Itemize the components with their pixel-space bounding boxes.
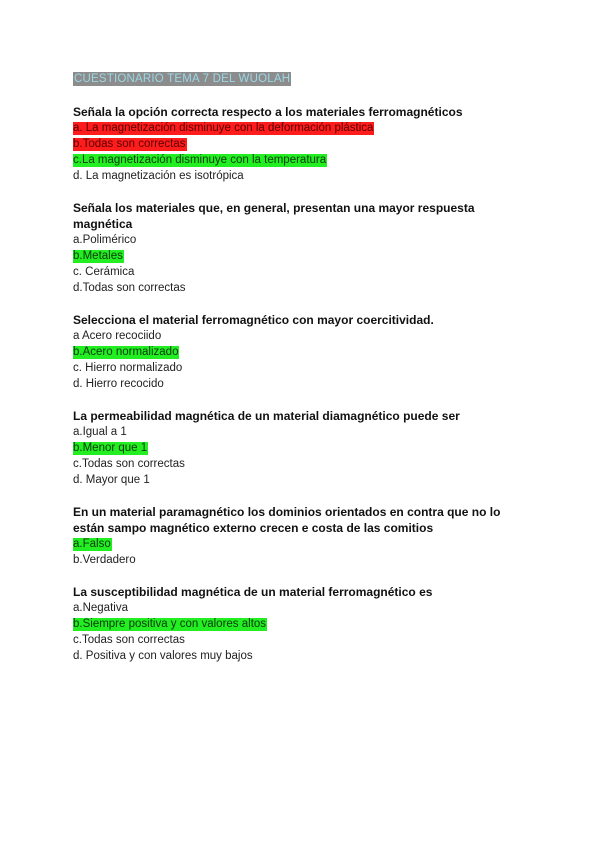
- answer-option: [73, 440, 533, 456]
- option-text: b.Todas son correctas: [73, 138, 186, 150]
- question-block: [73, 312, 533, 392]
- option-text: a.Polimérico: [73, 234, 137, 246]
- option-text: d.Todas son correctas: [73, 282, 186, 294]
- answer-option: [73, 248, 533, 264]
- answer-option: [73, 376, 533, 392]
- option-text: a Acero recociido: [73, 330, 162, 342]
- question-text: Señala los materiales que, en general, presentan una mayor respuesta magnética: [73, 201, 475, 231]
- question-block: [73, 200, 533, 296]
- option-text: d. Hierro recocido: [73, 378, 164, 390]
- question-text: Selecciona el material ferromagnético con mayor coercitividad.: [73, 313, 434, 327]
- answer-option: [73, 344, 533, 360]
- option-text: d. La magnetización es isotrópica: [73, 170, 244, 182]
- option-text: d. Mayor que 1: [73, 474, 150, 486]
- answer-option: [73, 600, 533, 616]
- answer-option: [73, 328, 533, 344]
- option-text: d. Positiva y con valores muy bajos: [73, 650, 253, 662]
- option-text: a.Negativa: [73, 602, 128, 614]
- option-text: a.Falso: [73, 538, 111, 550]
- answer-option: [73, 120, 533, 136]
- question-block: [73, 408, 533, 488]
- option-text: c.Todas son correctas: [73, 634, 185, 646]
- option-text: c.La magnetización disminuye con la temperatura: [73, 154, 327, 166]
- option-text: b.Verdadero: [73, 554, 136, 566]
- answer-option: [73, 264, 533, 280]
- answer-option: [73, 536, 533, 552]
- answer-option: [73, 472, 533, 488]
- answer-option: [73, 552, 533, 568]
- question-text: La permeabilidad magnética de un material diamagnético puede ser: [73, 409, 460, 423]
- answer-option: [73, 360, 533, 376]
- question-text: La susceptibilidad magnética de un material ferromagnético es: [73, 585, 433, 599]
- document-title: CUESTIONARIO TEMA 7 DEL WUOLAH: [74, 73, 291, 85]
- question-list: [73, 104, 533, 680]
- answer-option: [73, 456, 533, 472]
- question-text: Señala la opción correcta respecto a los materiales ferromagnéticos: [73, 105, 463, 119]
- question-block: [73, 504, 533, 568]
- option-text: c.Todas son correctas: [73, 458, 185, 470]
- option-text: b.Metales: [73, 250, 123, 262]
- answer-option: [73, 632, 533, 648]
- answer-option: [73, 136, 533, 152]
- option-text: a.Igual a 1: [73, 426, 127, 438]
- option-text: a. La magnetización disminuye con la deformación plástica: [73, 122, 374, 134]
- option-text: b.Menor que 1: [73, 442, 148, 454]
- option-text: b.Acero normalizado: [73, 346, 179, 358]
- option-text: b.Siempre positiva y con valores altos: [73, 618, 267, 630]
- answer-option: [73, 648, 533, 664]
- option-text: c. Hierro normalizado: [73, 362, 183, 374]
- option-text: c. Cerámica: [73, 266, 135, 278]
- question-block: [73, 584, 533, 664]
- answer-option: [73, 616, 533, 632]
- question-block: [73, 104, 533, 184]
- answer-option: [73, 232, 533, 248]
- answer-option: [73, 424, 533, 440]
- answer-option: [73, 280, 533, 296]
- question-text: En un material paramagnético los dominios orientados en contra que no lo están sampo magnético externo crecen e costa de las comitios: [73, 505, 501, 535]
- answer-option: [73, 168, 533, 184]
- answer-option: [73, 152, 533, 168]
